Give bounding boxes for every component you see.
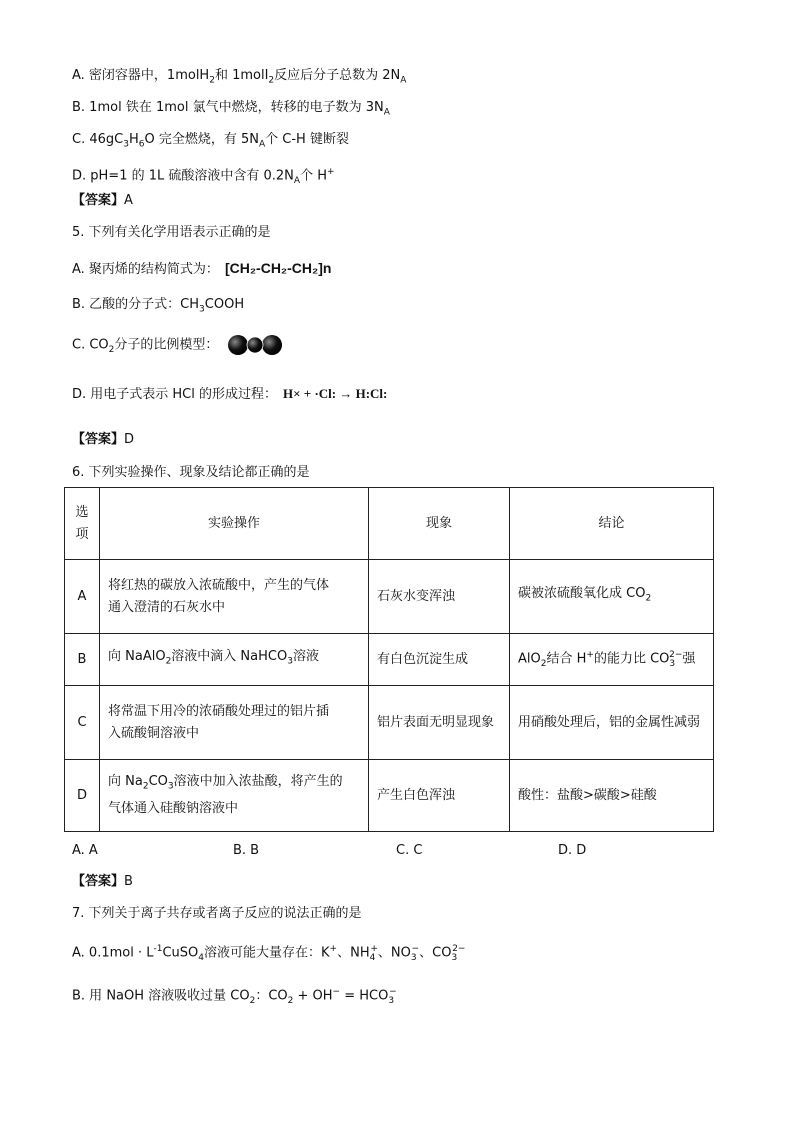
row-phenomenon: 产生白色浑浊 xyxy=(369,760,510,832)
header-option: 选 项 xyxy=(65,488,100,560)
q7-option-a: A. $0.1mol \cdot L^{-1}CuSO_4$溶液可能大量存在：K+、$NH_4^+$、$NO_3^-$、$CO_3^{2-}$ xyxy=(72,944,466,963)
row-phenomenon: 铝片表面无明显现象 xyxy=(369,686,510,760)
q5-option-c: C. $CO_2$分子的比例模型： xyxy=(72,333,283,359)
q5-option-a: A. 聚丙烯的结构简式为： [CH₂-CH₂-CH₂]n xyxy=(72,260,332,277)
row-operation: 将常温下用冷的浓硝酸处理过的铝片插 入硫酸铜溶液中 xyxy=(100,686,369,760)
row-option: B xyxy=(65,634,100,686)
q5-option-b: B. 乙酸的分子式：$CH_3COOH$ xyxy=(72,297,245,315)
table-row xyxy=(65,634,714,686)
polypropylene-structure: [CH₂-CH₂-CH₂]n xyxy=(224,260,332,276)
row-conclusion: 酸性：盐酸>碳酸>硅酸 xyxy=(510,760,714,832)
table-row xyxy=(65,686,714,760)
q7-option-b: B. 用 NaOH 溶液吸收过量 $CO_2$：$CO_2 + OH^- = HCO_3^-$ xyxy=(72,987,397,1006)
header-operation: 实验操作 xyxy=(100,488,369,560)
q4-answer: 【答案】A xyxy=(72,193,133,208)
header-phenomenon: 现象 xyxy=(369,488,510,560)
experiment-table xyxy=(64,487,714,832)
table-header-row xyxy=(65,488,714,560)
co2-space-filling-model-icon xyxy=(227,333,283,357)
q6-choice-a: A. A xyxy=(72,843,98,858)
row-phenomenon: 石灰水变浑浊 xyxy=(369,560,510,634)
q6-stem: 6. 下列实验操作、现象及结论都正确的是 xyxy=(72,465,310,480)
q6-answer: 【答案】B xyxy=(72,874,133,889)
hcl-electron-formula: H× + ·Cl: → H:Cl: xyxy=(283,386,388,401)
table-row xyxy=(65,560,714,634)
q4-option-d: D. pH=1 的 1L 硫酸溶液中含有 $0.2N_A$个 H+ xyxy=(72,167,335,186)
row-option: C xyxy=(65,686,100,760)
row-option: D xyxy=(65,760,100,832)
row-phenomenon: 有白色沉淀生成 xyxy=(369,634,510,686)
row-operation: 向 $Na_2CO_3$溶液中加入浓盐酸，将产生的 气体通入硅酸钠溶液中 xyxy=(100,760,369,832)
row-operation: 向 NaAlO$_2$溶液中滴入 NaHCO$_3$溶液 xyxy=(100,634,369,686)
table-row xyxy=(65,760,714,832)
q5-option-d: D. 用电子式表示 HCl 的形成过程： H× + ·Cl: → H:Cl: xyxy=(72,386,388,402)
row-operation: 将红热的碳放入浓硫酸中，产生的气体 通入澄清的石灰水中 xyxy=(100,560,369,634)
q6-choice-b: B. B xyxy=(233,843,260,858)
row-option: A xyxy=(65,560,100,634)
row-conclusion: AlO$_2$结合 H+的能力比 $CO_3^{2-}$强 xyxy=(510,634,714,686)
header-conclusion: 结论 xyxy=(510,488,714,560)
q4-option-b: B. 1mol 铁在 1mol 氯气中燃烧，转移的电子数为 $3N_A$ xyxy=(72,100,390,118)
q5-stem: 5. 下列有关化学用语表示正确的是 xyxy=(72,225,271,240)
q4-option-c: C. $46gC_3H_6O$ 完全燃烧，有 $5N_A$个 C-H 键断裂 xyxy=(72,132,349,150)
q5-answer: 【答案】D xyxy=(72,432,135,447)
q6-choice-c: C. C xyxy=(396,843,423,858)
q6-choice-d: D. D xyxy=(558,843,587,858)
q7-stem: 7. 下列关于离子共存或者离子反应的说法正确的是 xyxy=(72,906,362,921)
row-conclusion: 用硝酸处理后，铝的金属性减弱 xyxy=(510,686,714,760)
q4-option-a: A. 密闭容器中，1molH$_2$和 1molI$_2$反应后分子总数为 $2N_A$ xyxy=(72,68,407,86)
row-conclusion: 碳被浓硫酸氧化成 $CO_2$ xyxy=(510,560,714,634)
